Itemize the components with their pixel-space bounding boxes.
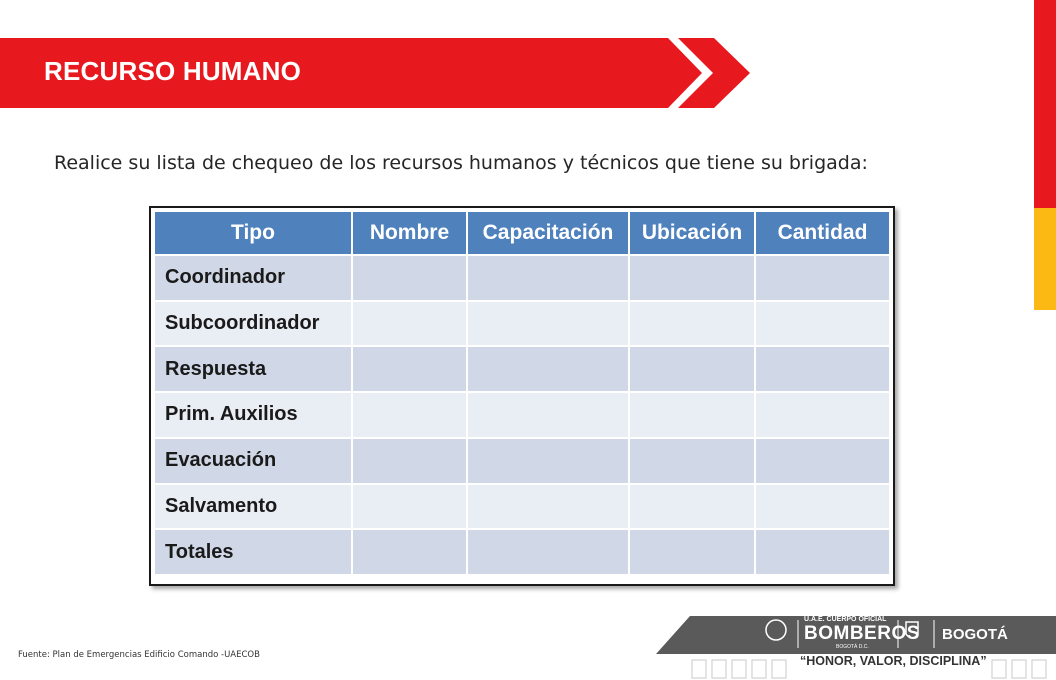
header-ubicacion: Ubicación <box>630 212 754 254</box>
table-cell[interactable] <box>756 393 889 437</box>
side-accent-yellow <box>1034 208 1056 310</box>
table-row <box>155 347 889 391</box>
table-cell[interactable] <box>468 347 628 391</box>
logo-org-sub: BOGOTÁ D.C. <box>836 644 869 650</box>
table-cell[interactable] <box>353 530 466 574</box>
header-tipo: Tipo <box>155 212 351 254</box>
header-capacitacion: Capacitación <box>468 212 628 254</box>
table-cell[interactable] <box>756 485 889 529</box>
table-cell[interactable] <box>353 439 466 483</box>
table-cell[interactable] <box>630 485 754 529</box>
header-nombre: Nombre <box>353 212 466 254</box>
table-cell[interactable] <box>468 439 628 483</box>
table-header-row <box>155 212 889 254</box>
table-cell[interactable] <box>353 256 466 300</box>
table-cell[interactable] <box>630 347 754 391</box>
logo-city: BOGOTÁ <box>942 626 1008 643</box>
table-cell[interactable] <box>630 393 754 437</box>
instruction-text: Realice su lista de chequeo de los recursos humanos y técnicos que tiene su brigada: <box>54 152 868 174</box>
table-cell[interactable] <box>630 256 754 300</box>
table-row <box>155 439 889 483</box>
table-cell[interactable] <box>353 302 466 346</box>
table-cell[interactable] <box>353 393 466 437</box>
table-cell[interactable] <box>756 530 889 574</box>
source-note: Fuente: Plan de Emergencias Edificio Comando -UAECOB <box>18 650 260 660</box>
table-cell[interactable] <box>630 439 754 483</box>
table-cell[interactable] <box>756 302 889 346</box>
logo-org-main: BOMBEROS <box>804 623 920 644</box>
table-cell[interactable] <box>630 530 754 574</box>
logo-org-small: U.A.E. CUERPO OFICIAL <box>804 616 887 623</box>
table-cell[interactable] <box>630 302 754 346</box>
row-type-cell: Totales <box>155 530 351 574</box>
table-cell[interactable] <box>468 485 628 529</box>
logo-motto: “HONOR, VALOR, DISCIPLINA” <box>800 654 987 668</box>
side-accent-red <box>1034 0 1056 208</box>
table-cell[interactable] <box>468 302 628 346</box>
table-cell[interactable] <box>468 530 628 574</box>
table-cell[interactable] <box>353 485 466 529</box>
row-type-cell: Prim. Auxilios <box>155 393 351 437</box>
table-row <box>155 393 889 437</box>
table-row <box>155 256 889 300</box>
row-type-cell: Respuesta <box>155 347 351 391</box>
row-type-cell: Salvamento <box>155 485 351 529</box>
row-type-cell: Evacuación <box>155 439 351 483</box>
table-cell[interactable] <box>756 347 889 391</box>
page-title: RECURSO HUMANO <box>44 56 302 86</box>
checklist-table <box>153 210 891 576</box>
checklist-table-frame <box>149 206 895 586</box>
table-row <box>155 485 889 529</box>
table-cell[interactable] <box>756 256 889 300</box>
table-row <box>155 530 889 574</box>
header-cantidad: Cantidad <box>756 212 889 254</box>
table-cell[interactable] <box>353 347 466 391</box>
table-row <box>155 302 889 346</box>
row-type-cell: Subcoordinador <box>155 302 351 346</box>
row-type-cell: Coordinador <box>155 256 351 300</box>
table-cell[interactable] <box>468 256 628 300</box>
table-cell[interactable] <box>756 439 889 483</box>
table-cell[interactable] <box>468 393 628 437</box>
